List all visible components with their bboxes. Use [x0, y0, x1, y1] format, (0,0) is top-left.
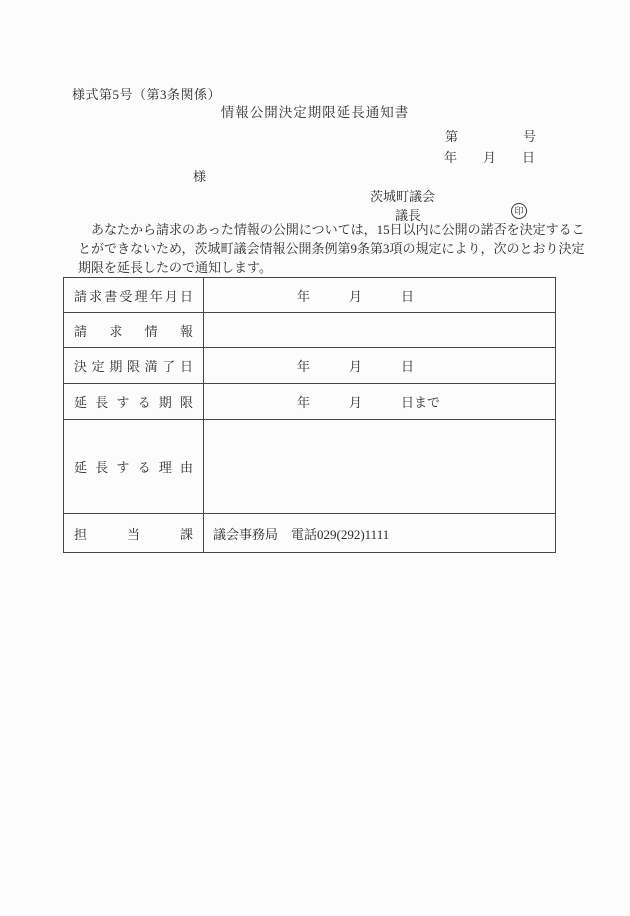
issuer-title: 議長	[395, 208, 422, 223]
notice-body-line: とができないため，茨城町議会情報公開条例第9条第3項の規定により，次のとおり決定	[78, 241, 585, 256]
row-label-extension-reason	[64, 420, 204, 514]
table-row	[64, 348, 556, 384]
table-row	[64, 278, 556, 313]
row-value-decision-deadline: 年 月 日	[204, 348, 556, 384]
row-label-text: 請 求 情 報	[74, 323, 193, 339]
table-row	[64, 514, 556, 553]
notice-body	[78, 220, 585, 277]
notice-table	[63, 277, 556, 553]
row-label-text: 決 定 期 限 満 了 日	[74, 359, 193, 374]
seal-icon: 印	[511, 203, 527, 219]
row-value-responsible-section: 議会事務局 電話029(292)1111	[204, 514, 556, 553]
document-title: 情報公開決定期限延長通知書	[220, 105, 410, 120]
row-label-request-received-date	[64, 278, 204, 313]
table-row	[64, 384, 556, 420]
row-label-decision-deadline	[64, 348, 204, 384]
issuer-organization: 茨城町議会	[370, 189, 436, 204]
document-number-line: 第 号	[444, 129, 536, 144]
row-label-requested-information	[64, 313, 204, 348]
addressee-suffix: 様	[193, 169, 207, 184]
row-label-text: 請 求 書 受 理 年 月 日	[74, 288, 193, 304]
row-label-text: 延 長 す る 理 由	[74, 460, 193, 475]
document-date-line: 年 月 日	[443, 150, 535, 165]
row-value-extended-deadline: 年 月 日まで	[204, 384, 556, 420]
row-label-text: 延 長 す る 期 限	[74, 395, 193, 410]
row-label-text: 担 当 課	[74, 526, 193, 542]
row-label-responsible-section	[64, 514, 204, 553]
notice-body-line: あなたから請求のあった情報の公開については，15日以内に公開の諾否を決定するこ	[78, 222, 585, 237]
table-row	[64, 420, 556, 514]
notice-body-line: 期限を延長したので通知します。	[78, 260, 272, 275]
row-value-extension-reason	[204, 420, 556, 514]
row-value-request-received-date: 年 月 日	[204, 278, 556, 313]
row-label-extended-deadline	[64, 384, 204, 420]
row-value-requested-information	[204, 313, 556, 348]
table-row	[64, 313, 556, 348]
form-number: 様式第5号（第3条関係）	[72, 87, 222, 102]
